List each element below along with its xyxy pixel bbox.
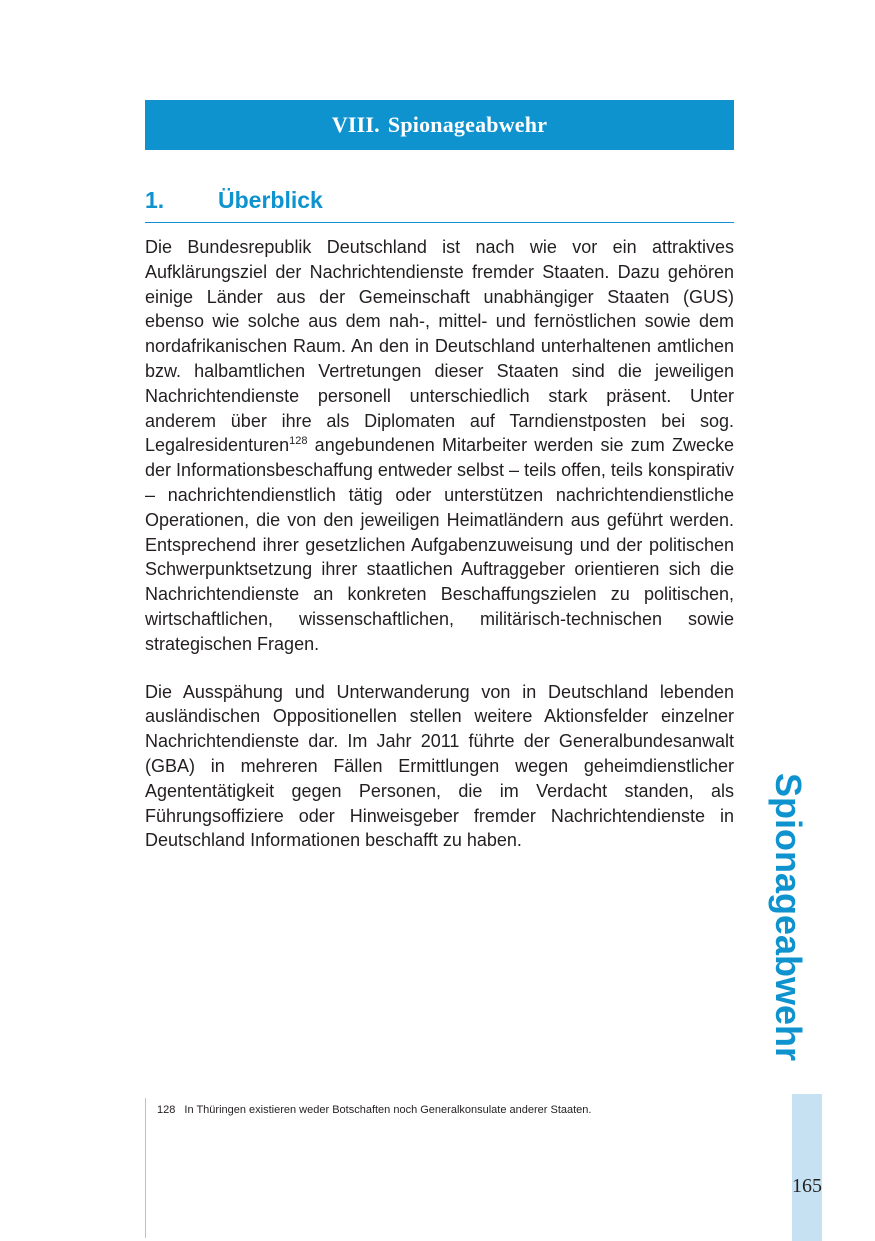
side-title-text: Spionageabwehr [768, 773, 809, 1062]
paragraph-2: Die Ausspähung und Unterwanderung von in Deutschland lebenden ausländischen Oppositionellen stellen weitere Aktionsfelder einzelner Nachrichtendienste dar. Im Jahr 2011 führte der Generalbundesanwalt (GBA) in mehreren Fällen Ermittlungen wegen geheimdienstlicher Agententätigkeit gegen Personen, die im Verdacht standen, als Führungsoffiziere oder Hinweisgeber fremder Nachrichtendienste in Deutschland Informationen beschafft zu haben. [145, 681, 734, 851]
paragraph-1 [145, 235, 734, 657]
chapter-banner [145, 100, 734, 150]
paragraph-1-text-a: Die Bundesrepublik Deutschland ist nach wie vor ein attraktives Aufklärungsziel der Nachrichtendienste fremder Staaten. Dazu gehören einige Länder aus der Gemeinschaft unabhängiger Staaten (GUS) ebenso wie solche aus dem nah-, mittel- und fernöstlichen sowie dem nordafrikanischen Raum. An den in Deutschland unterhaltenen amtlichen bzw. halbamtlichen Vertretungen dieser Staaten sind die jeweiligen Nachrichtendienste personell unterschiedlich stark präsent. Unter anderem über ihre als Diplomaten auf Tarndienstposten bei sog. Legalresidenturen [145, 237, 734, 456]
footnote-divider [145, 1098, 146, 1238]
footnote-text: In Thüringen existieren weder Botschaften noch Generalkonsulate anderer Staaten. [184, 1104, 592, 1116]
body-text [145, 235, 734, 876]
chapter-number: VIII. [331, 112, 380, 137]
footnote-reference[interactable]: 128 [289, 435, 308, 448]
paragraph-1-text-b: angebundenen Mitarbeiter werden sie zum Zwecke der Informationsbeschaffung entweder selbst – teils offen, teils konspirativ – nachrichtendienstlich tätig oder unterstützen nachrichtendienstliche Operationen, die von den jeweiligen Heimatländern aus geführt werden. Entsprechend ihrer gesetzlichen Aufgabenzuweisung und der politischen Schwerpunktsetzung ihrer staatlichen Auftraggeber orientieren sich die Nachrichtendienste an konkreten Beschaffungszielen zu politischen, wirtschaftlichen, wissenschaftlichen, militärisch-technischen sowie strategischen Fragen. [145, 435, 734, 654]
section-title: Überblick [218, 186, 323, 213]
footnote [157, 1104, 591, 1116]
section-number: 1. [145, 186, 165, 213]
side-title [758, 773, 818, 1062]
section-divider [145, 222, 734, 223]
chapter-title: Spionageabwehr [387, 112, 548, 137]
page-tab [792, 1094, 822, 1241]
section-heading [145, 180, 734, 220]
footnote-number: 128 [157, 1104, 176, 1116]
page-number: 165 [792, 1175, 822, 1197]
